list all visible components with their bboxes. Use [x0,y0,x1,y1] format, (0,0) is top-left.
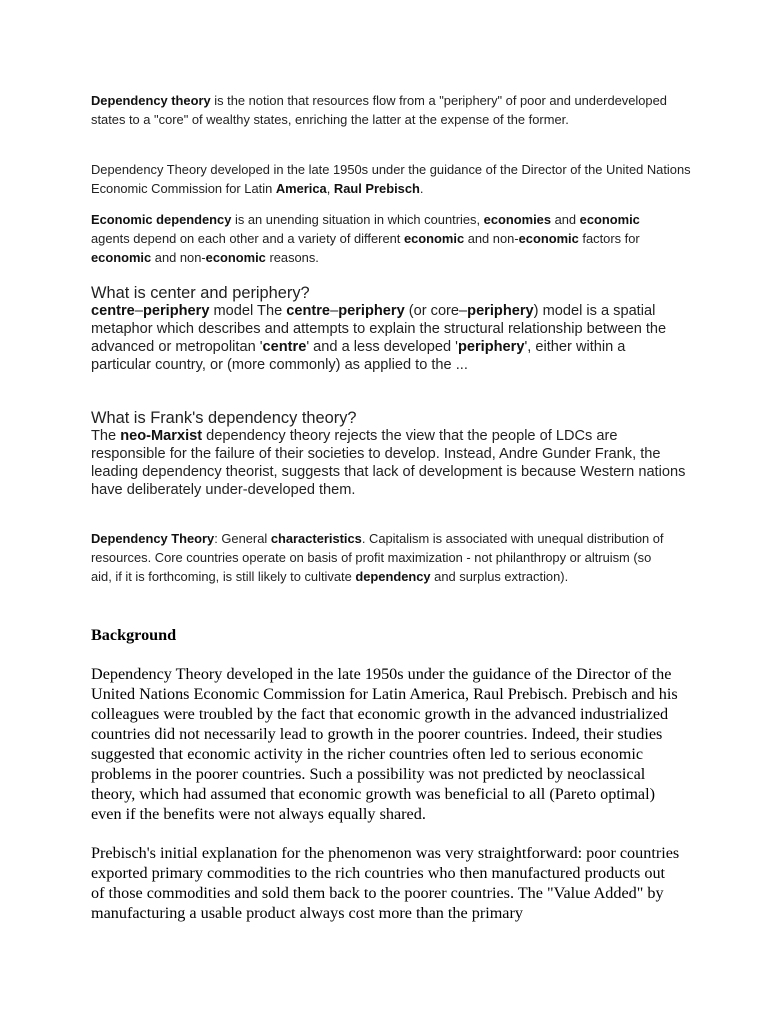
cp-text-5: ) model is a spatial metaphor which describes and attempts to explain the structural relationship between the advanced or metropolitan ' [91,303,667,355]
frank-answer [91,427,686,499]
term-centre: centre [262,339,307,355]
char-text-2: . Capitalism is associated with unequal distribution of resources. Core countries operate on basis of profit maximization - not philanthropy or altruism (so aid, if it is forthcoming, is still likely to cultivate [91,531,664,584]
econ-text-1: is an unending situation in which countries, [231,212,484,227]
term-raul-prebisch: Raul Prebisch [333,181,420,196]
econ-text-7: reasons. [265,250,319,265]
cp-text-6: ' and a less developed ' [306,339,458,355]
question-heading-center-periphery: What is center and periphery? [91,284,310,302]
term-economic-dependency: Economic dependency [91,212,232,227]
term-economic: economic [518,231,579,246]
term-periphery: periphery [142,303,210,319]
cp-text-7: ', either within a particular country, or (more commonly) as applied to the ... [91,339,626,373]
origin-text: Dependency Theory developed in the late 1950s under the guidance of the Director of the United Nations Economic Commission for Latin [91,162,691,196]
economic-dependency-paragraph [91,210,656,267]
term-economic: economic [403,231,465,246]
term-centre: centre [286,303,331,319]
term-economic: economic [91,250,152,265]
cp-text-3: – [330,303,339,319]
term-dependency: dependency [355,569,431,584]
term-characteristics: characteristics [270,531,362,546]
term-economic: economic [579,212,640,227]
econ-text-2: and [551,212,580,227]
definition-paragraph [91,91,691,129]
econ-text-3: agents depend on each other and a variety of different [91,231,404,246]
question-heading-frank: What is Frank's dependency theory? [91,409,357,427]
background-paragraph-2: Prebisch's initial explanation for the phenomenon was very straightforward: poor countries exported primary commodities to the rich countries who then manufactured products out of those commodities and sold them back to the poorer countries. The "Value Added" by manufacturing a usable product always cost more than the primary [91,844,680,922]
term-america: America [275,181,327,196]
term-economic: economic [205,250,266,265]
term-dependency-theory: Dependency Theory [91,531,215,546]
cp-text-4: (or core– [404,303,468,319]
term-economies: economies [483,212,551,227]
frank-text-1: The [91,428,121,444]
char-text-3: and surplus extraction). [430,569,569,584]
term-periphery: periphery [338,303,405,319]
definition-text: is the notion that resources flow from a "periphery" of poor and underdeveloped states to a "core" of wealthy states, enriching the latter at the expense of the former. [91,93,667,127]
origin-paragraph [91,160,691,198]
origin-text-sep: , [326,181,334,196]
term-centre: centre [91,303,135,319]
background-heading: Background [91,626,177,644]
term-neo-marxist: neo-Marxist [120,428,203,444]
econ-text-5: factors for [578,231,640,246]
term-periphery: periphery [467,303,534,319]
center-periphery-answer [91,302,681,374]
term-dependency-theory: Dependency theory [91,93,211,108]
origin-text-end: . [419,181,424,196]
background-paragraph-1: Dependency Theory developed in the late 1950s under the guidance of the Director of the United Nations Economic Commission for Latin America, Raul Prebisch. Prebisch and his colleagues were troubled by the fact that economic growth in the advanced industrialized countries did not necessarily lead to growth in the poorer countries. Indeed, their studies suggested that economic activity in the richer countries often led to serious economic problems in the poorer countries. Such a possibility was not predicted by neoclassical theory, which had assumed that economic growth was beneficial to all (Pareto optimal) even if the benefits were not always equally shared. [91,665,678,823]
term-periphery: periphery [457,339,525,355]
econ-text-4: and non- [464,231,519,246]
frank-text-2: dependency theory rejects the view that the people of LDCs are responsible for the failure of their societies to develop. Instead, Andre Gunder Frank, the leading dependency theorist, suggests that lack of development is because Western nations have deliberately under-developed them. [91,428,686,498]
cp-text-1: – [134,303,143,319]
characteristics-paragraph [91,529,671,586]
econ-text-6: and non- [151,250,206,265]
char-text-1: : General [214,531,271,546]
cp-text-2: model The [209,303,287,319]
